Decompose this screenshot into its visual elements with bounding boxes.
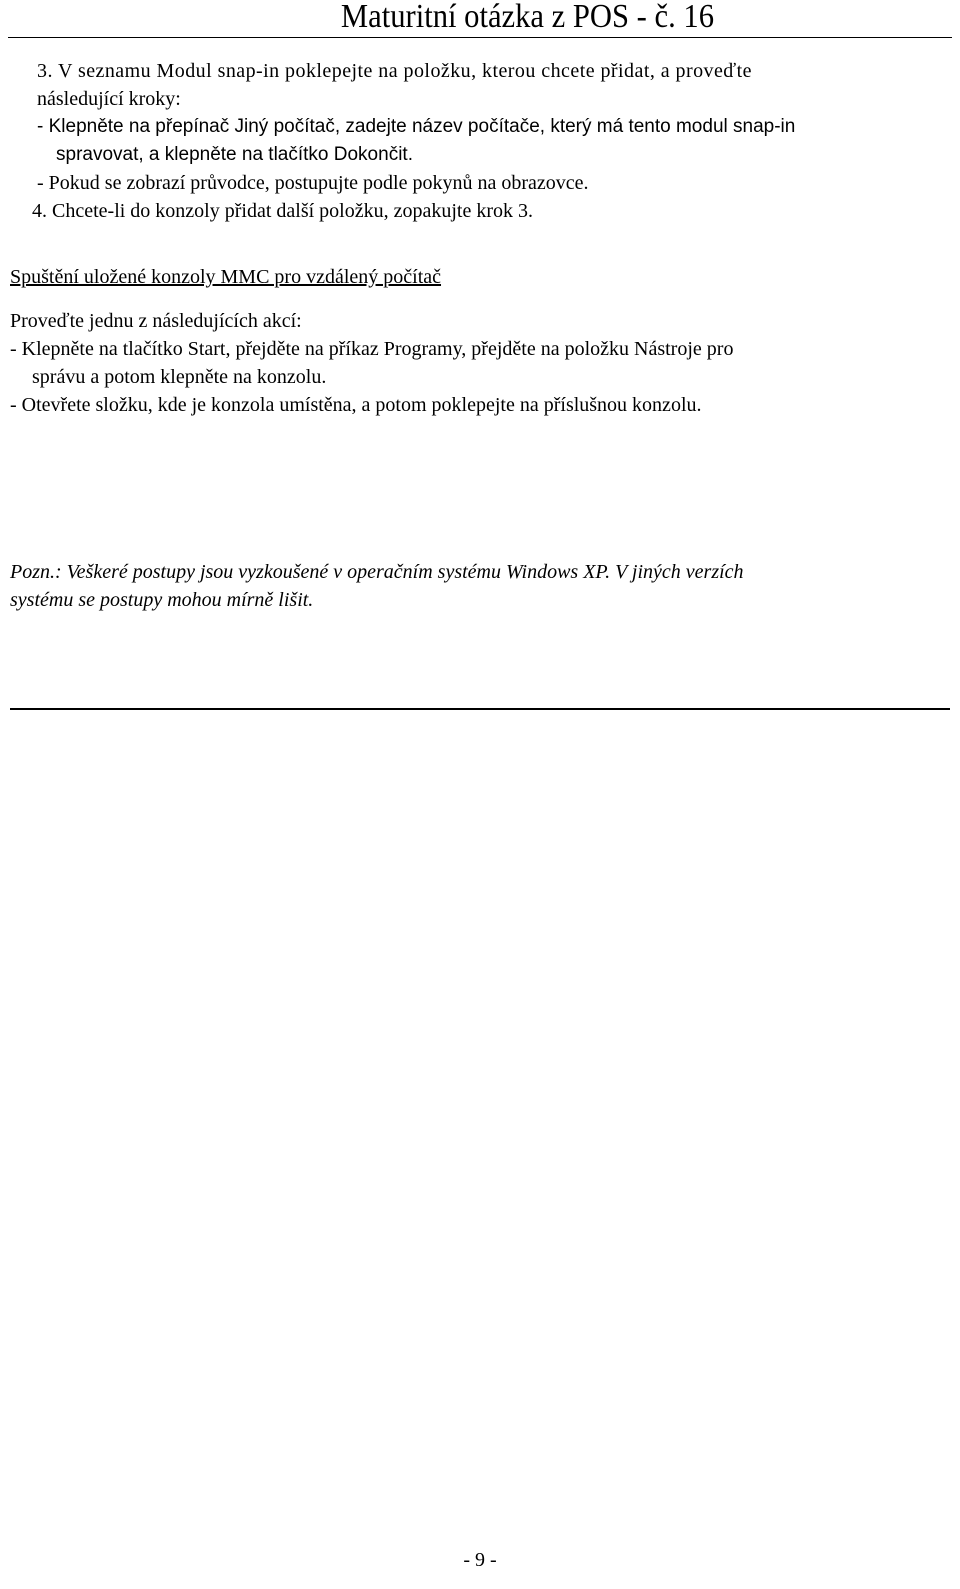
footer-divider [10, 708, 950, 710]
step-3-text-line-2: následující kroky: [37, 88, 181, 110]
page-header-title: Maturitní otázka z POS - č. 16 [340, 0, 714, 35]
remote-console-section [10, 263, 952, 291]
remote-console-instructions [10, 307, 952, 419]
note-line-2: systému se postupy mohou mírně lišit. [10, 589, 314, 611]
instruction-bullet-1-line-2: správu a potom klepněte na konzolu. [32, 366, 327, 388]
instructions-intro: Proveďte jednu z následujících akcí: [10, 310, 302, 332]
instruction-bullet-1-line-1: - Klepněte na tlačítko Start, přejděte na příkaz Programy, přejděte na položku Nástroje pro [10, 338, 734, 360]
section-heading: Spuštění uložené konzoly MMC pro vzdálený počítač [10, 266, 442, 288]
steps-section [10, 57, 952, 225]
step-3-text-line-1: 3. V seznamu Modul snap-in poklepejte na položku, kterou chcete přidat, a proveďte [37, 60, 753, 82]
note-line-1: Pozn.: Veškeré postupy jsou vyzkoušené v operačním systému Windows XP. V jiných verzích [10, 561, 744, 583]
step-4-text: 4. Chcete-li do konzoly přidat další položku, zopakujte krok 3. [32, 200, 533, 222]
step-3-bullet-2: - Pokud se zobrazí průvodce, postupujte podle pokynů na obrazovce. [37, 172, 589, 194]
step-3-bullet-1-line-1: - Klepněte na přepínač Jiný počítač, zadejte název počítače, který má tento modul snap-in [37, 116, 796, 137]
note-block [10, 558, 952, 614]
header-divider [8, 37, 952, 38]
step-3-bullet-1-line-2: spravovat, a klepněte na tlačítko Dokončit. [56, 144, 413, 165]
page-number: - 9 - [463, 1549, 497, 1571]
instruction-bullet-2: - Otevřete složku, kde je konzola umístěna, a potom poklepejte na příslušnou konzolu. [10, 394, 702, 416]
